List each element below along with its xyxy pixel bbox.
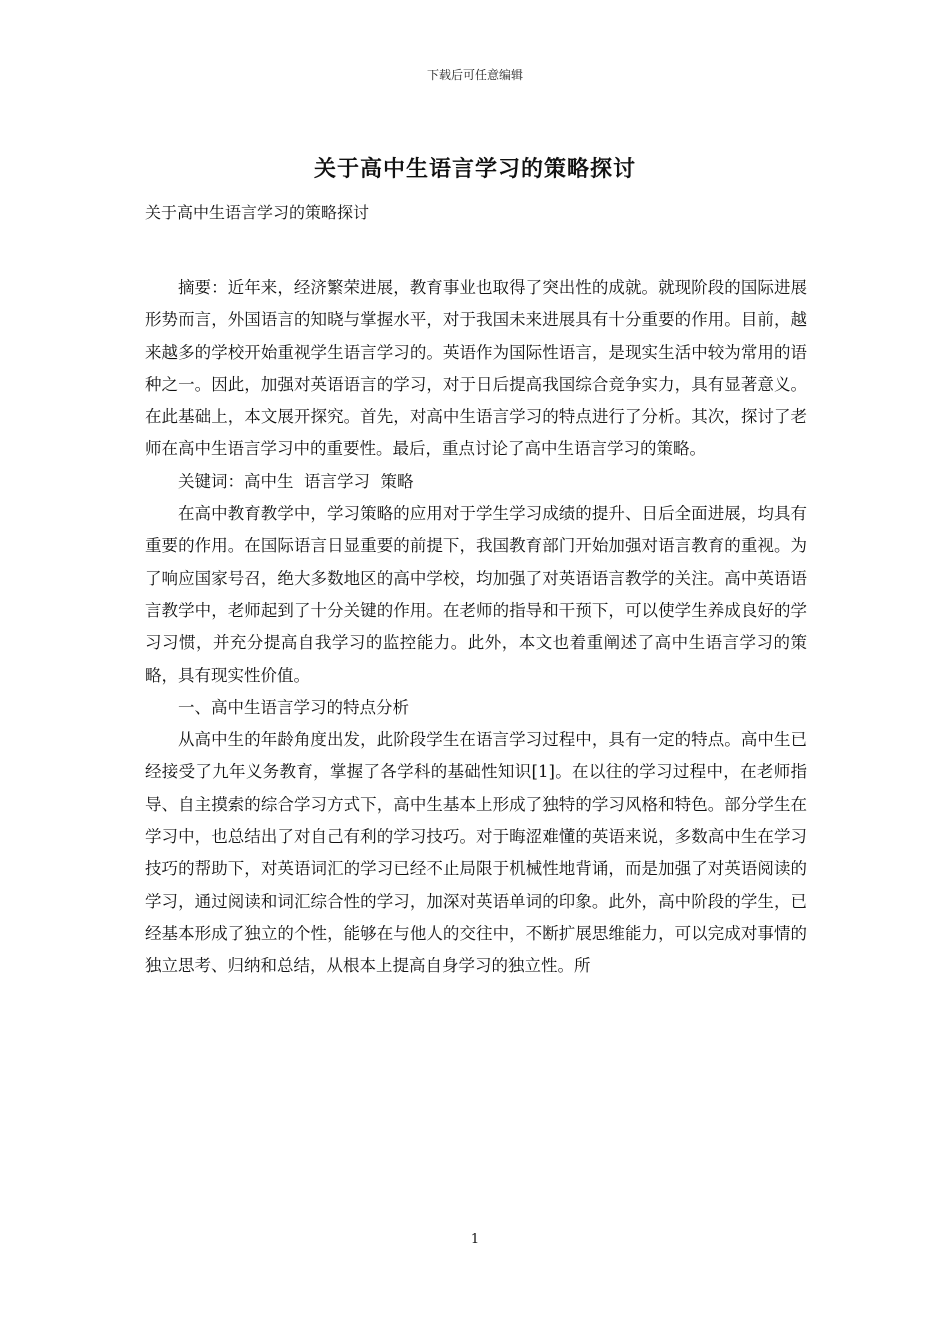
page-number: 1: [470, 1232, 480, 1247]
abstract-paragraph: 摘要：近年来，经济繁荣进展，教育事业也取得了突出性的成就。就现阶段的国际进展形势而言，外国语言的知晓与掌握水平，对于我国未来进展具有十分重要的作用。目前，越来越多的学校开始重视学生语言学习的。英语作为国际性语言，是现实生活中较为常用的语种之一。因此，加强对英语语言的学习，对于日后提高我国综合竞争实力，具有显著意义。在此基础上，本文展开探究。首先，对高中生语言学习的特点进行了分析。其次，探讨了老师在高中生语言学习中的重要性。最后，重点讨论了高中生语言学习的策略。: [145, 278, 807, 459]
document-title: 关于高中生语言学习的策略探讨: [313, 156, 636, 182]
document-body: [145, 272, 807, 983]
section-heading: 一、高中生语言学习的特点分析: [178, 697, 409, 717]
keywords-paragraph: 关键词：高中生 语言学习 策略: [178, 471, 414, 491]
intro-paragraph: 在高中教育教学中，学习策略的应用对于学生学习成绩的提升、日后全面进展，均具有重要的作用。在国际语言日显重要的前提下，我国教育部门开始加强对语言教育的重视。为了响应国家号召，绝大多数地区的高中学校，均加强了对英语语言教学的关注。高中英语语言教学中，老师起到了十分关键的作用。在老师的指导和干预下，可以使学生养成良好的学习习惯，并充分提高自我学习的监控能力。此外，本文也着重阐述了高中生语言学习的策略，具有现实性价值。: [145, 504, 807, 685]
document-subtitle: 关于高中生语言学习的策略探讨: [145, 203, 370, 222]
section-paragraph: 从高中生的年龄角度出发，此阶段学生在语言学习过程中，具有一定的特点。高中生已经接受了九年义务教育，掌握了各学科的基础性知识[1]。在以往的学习过程中，在老师指导、自主摸索的综合学习方式下，高中生基本上形成了独特的学习风格和特色。部分学生在学习中，也总结出了对自己有利的学习技巧。对于晦涩难懂的英语来说，多数高中生在学习技巧的帮助下，对英语词汇的学习已经不止局限于机械性地背诵，而是加强了对英语阅读的学习，通过阅读和词汇综合性的学习，加深对英语单词的印象。此外，高中阶段的学生，已经基本形成了独立的个性，能够在与他人的交往中，不断扩展思维能力，可以完成对事情的独立思考、归纳和总结，从根本上提高自身学习的独立性。所: [145, 730, 807, 976]
page-header-note: 下载后可任意编辑: [426, 68, 523, 82]
